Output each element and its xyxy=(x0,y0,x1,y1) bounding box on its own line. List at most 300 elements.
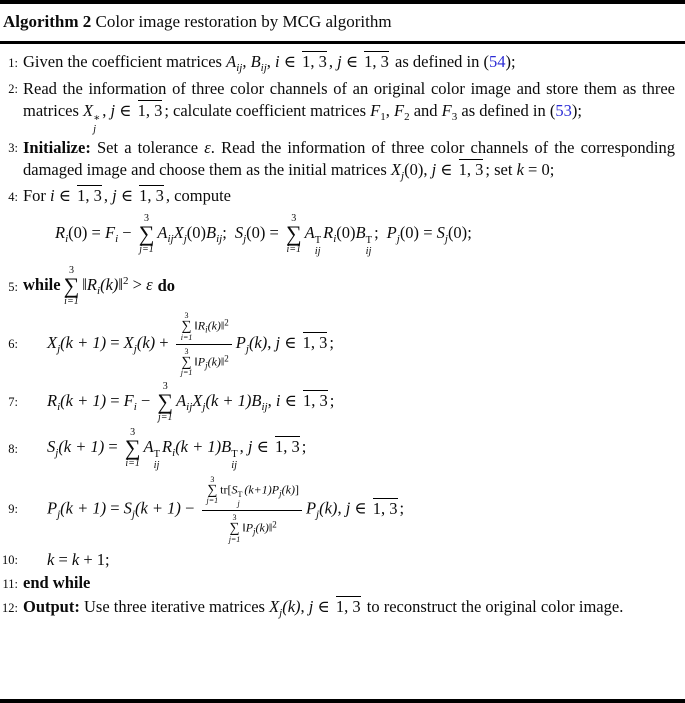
algo-line-12 xyxy=(0,596,679,621)
element-of-symbol: ∈ xyxy=(283,52,296,72)
sigma-symbol: ∑ xyxy=(63,273,80,299)
var-j: j xyxy=(112,186,117,206)
overline-1-3: 1, 3 xyxy=(364,52,389,72)
sub-j: j xyxy=(279,488,282,499)
sum-j1-3 xyxy=(139,214,155,255)
text: = 0; xyxy=(523,159,555,179)
sigma-symbol: ∑ xyxy=(181,319,192,335)
equation-update-S xyxy=(23,428,306,471)
element-of-symbol: ∈ xyxy=(119,100,132,120)
line-number-11: 11: xyxy=(2,576,18,591)
epsilon-symbol: ε xyxy=(204,137,211,157)
algo-line-9 xyxy=(0,476,679,543)
overline-1-3: 1, 3 xyxy=(139,186,164,206)
sum-i1-3 xyxy=(64,266,80,307)
keyword-end-while: end while xyxy=(23,573,91,593)
paren-k: (k) xyxy=(100,275,119,295)
bottom-rule xyxy=(0,699,685,703)
line-number-5: 5: xyxy=(8,279,18,294)
sum-upper: 3 xyxy=(162,380,168,392)
sum-lower: j=1 xyxy=(206,496,219,506)
transpose-T: T xyxy=(153,449,161,461)
epsilon-symbol: ε xyxy=(146,275,153,295)
sum-lower: j=1 xyxy=(139,244,154,256)
var-k: k xyxy=(516,159,524,179)
trace-operator: tr[ xyxy=(220,482,232,497)
sum-lower: j=1 xyxy=(228,534,241,544)
overline-1-3: 1, 3 xyxy=(302,391,328,411)
text: ; calculate coefficient matrices xyxy=(164,100,371,120)
line-10-body xyxy=(23,549,679,571)
line-number-12: 12: xyxy=(2,600,18,615)
line-number-6: 6: xyxy=(8,337,18,352)
var-i: i xyxy=(275,391,281,411)
transpose-T: T xyxy=(314,235,322,247)
semicolon: ; xyxy=(301,437,307,457)
sub-ij: ij xyxy=(167,233,174,246)
var-P: P xyxy=(47,498,58,518)
norm-bar: ‖ xyxy=(82,275,87,295)
sub-ij: ij xyxy=(261,401,268,414)
line-3-body xyxy=(23,137,679,184)
var-P: P xyxy=(245,520,254,535)
keyword-output: Output: xyxy=(23,597,80,617)
sub-j: j xyxy=(133,343,137,356)
squared: 2 xyxy=(224,353,229,364)
algo-line-7 xyxy=(0,382,679,423)
squared: 2 xyxy=(224,317,229,328)
paren-k-plus-1: (k + 1) xyxy=(58,437,105,457)
var-j: j xyxy=(431,159,437,179)
sum-lower: j=1 xyxy=(180,367,193,377)
var-B: B xyxy=(221,437,232,457)
sub-j: j xyxy=(131,508,135,521)
element-of-symbol: ∈ xyxy=(256,437,269,457)
text: , compute xyxy=(165,186,231,206)
sigma-symbol: ∑ xyxy=(138,221,155,247)
text: Use three iterative matrices xyxy=(79,597,270,617)
transpose-T: T xyxy=(237,490,243,500)
minus: − xyxy=(136,391,155,411)
sub-2: 2 xyxy=(404,110,410,123)
sub-j: j xyxy=(396,233,400,246)
equation-update-R xyxy=(23,382,334,423)
var-R: R xyxy=(162,437,173,457)
sup-T-sub-ij xyxy=(366,235,372,257)
text: , xyxy=(423,159,432,179)
algo-line-11 xyxy=(0,572,679,594)
overline-1-3: 1, 3 xyxy=(458,159,484,179)
var-script-X: X xyxy=(123,333,134,353)
sub-j: j xyxy=(444,233,448,246)
sigma-symbol: ∑ xyxy=(157,388,174,414)
sub-i: i xyxy=(333,233,337,246)
sub-ij: ij xyxy=(314,246,321,258)
text: Set a tolerance xyxy=(90,137,205,157)
greater-than: > xyxy=(128,275,147,295)
line-5-body xyxy=(23,266,679,307)
sub-j: j xyxy=(202,401,206,414)
algorithm-label: Algorithm 2 xyxy=(3,12,92,31)
sup-T-sub-ij xyxy=(154,449,160,471)
sum-upper: 3 xyxy=(144,213,150,225)
var-R: R xyxy=(197,318,206,333)
var-R: R xyxy=(86,275,98,295)
equals: = xyxy=(87,223,105,243)
equals: = xyxy=(104,437,122,457)
sum-lower: i=1 xyxy=(286,244,302,256)
sub-ij: ij xyxy=(231,460,238,472)
text: ; set xyxy=(485,159,517,179)
algo-line-3 xyxy=(0,137,679,184)
element-of-symbol: ∈ xyxy=(354,498,367,518)
paren-k: (k) xyxy=(248,333,268,353)
var-F: F xyxy=(104,223,116,243)
fraction-denominator xyxy=(176,344,232,377)
var-j: j xyxy=(247,437,253,457)
sub-i: i xyxy=(97,285,101,298)
var-A: A xyxy=(304,223,315,243)
sum-i1-3 xyxy=(125,428,141,469)
text: , xyxy=(242,52,251,72)
var-F: F xyxy=(370,100,381,120)
var-k: k xyxy=(71,549,80,569)
text: For xyxy=(23,186,51,206)
algo-line-2 xyxy=(0,78,679,135)
var-A: A xyxy=(157,223,168,243)
overline-1-3: 1, 3 xyxy=(302,52,327,72)
sub-j: j xyxy=(57,508,61,521)
var-j: j xyxy=(345,498,351,518)
paren-k: (k) xyxy=(207,354,221,369)
fraction-numerator xyxy=(202,476,302,510)
keyword-initialize: Initialize: xyxy=(23,137,91,157)
line-8-body xyxy=(23,428,679,471)
squared: 2 xyxy=(123,275,129,288)
citation-53[interactable]: 53 xyxy=(555,100,572,120)
sum-upper: 3 xyxy=(291,213,297,225)
sum-j1-3 xyxy=(229,514,241,543)
sub-ij: ij xyxy=(186,401,193,414)
sub-j: j xyxy=(93,123,97,135)
sub-i: i xyxy=(115,233,119,246)
var-P: P xyxy=(235,333,246,353)
text: Given the coefficient matrices xyxy=(23,52,227,72)
sum-i1-3 xyxy=(181,312,193,341)
sub-j: j xyxy=(57,343,61,356)
line-4-body xyxy=(23,185,679,261)
paren-k-plus-1: (k + 1) xyxy=(175,437,222,457)
var-S: S xyxy=(234,223,244,243)
semicolon: ; xyxy=(467,223,472,243)
norm-bar: ‖ xyxy=(220,318,225,333)
transpose-T: T xyxy=(365,235,373,247)
sub-ij: ij xyxy=(236,62,243,75)
sub-i: i xyxy=(65,233,69,246)
keyword-do: do xyxy=(157,275,176,295)
sum-upper: 3 xyxy=(210,475,215,485)
paren-0: (0) xyxy=(447,223,468,243)
citation-54[interactable]: 54 xyxy=(488,52,506,72)
sum-lower: i=1 xyxy=(125,457,140,469)
var-A: A xyxy=(143,437,154,457)
sigma-symbol: ∑ xyxy=(285,221,302,247)
var-j: j xyxy=(110,100,116,120)
var-S: S xyxy=(47,437,56,457)
fraction-denominator xyxy=(202,510,302,543)
line-6-body xyxy=(23,312,679,377)
var-script-X: X xyxy=(269,597,280,617)
sup-T-sub-ij xyxy=(315,235,321,257)
minus: − xyxy=(118,223,136,243)
overline-1-3: 1, 3 xyxy=(274,437,300,457)
var-k: k xyxy=(47,549,55,569)
text: , xyxy=(328,52,338,72)
sum-lower: j=1 xyxy=(157,411,173,423)
line-number-7: 7: xyxy=(8,395,18,410)
var-A: A xyxy=(226,52,237,72)
var-F: F xyxy=(441,100,452,120)
sum-j1-3 xyxy=(207,476,219,505)
line-12-body xyxy=(23,596,679,621)
element-of-symbol: ∈ xyxy=(284,391,297,411)
equals: = xyxy=(419,223,437,243)
equals: = xyxy=(54,549,72,569)
sub-ij: ij xyxy=(260,62,267,75)
equation-update-X xyxy=(23,312,334,377)
semicolon: ; xyxy=(329,391,335,411)
var-B: B xyxy=(251,391,262,411)
minus: − xyxy=(180,498,199,518)
sigma-symbol: ∑ xyxy=(124,434,141,460)
paren-k: (k) xyxy=(281,482,295,497)
text: . Read the information of three color channels of the corresponding damaged image and choose them as the initial matrices xyxy=(23,137,675,179)
sub-ij: ij xyxy=(153,460,160,472)
algo-line-10 xyxy=(0,549,679,571)
sum-j1-3 xyxy=(157,382,173,423)
sub-j: j xyxy=(279,607,283,620)
text: , xyxy=(239,437,248,457)
line-7-body xyxy=(23,382,679,423)
sub-i: i xyxy=(172,447,176,460)
paren-0: (0) xyxy=(186,223,206,243)
norm-bar: ‖ xyxy=(118,275,124,295)
sum-i1-3 xyxy=(286,214,302,255)
equation-initial-residual xyxy=(55,214,675,257)
sub-1: 1 xyxy=(380,110,386,123)
var-R: R xyxy=(47,391,58,411)
var-F: F xyxy=(123,391,134,411)
text: ); xyxy=(571,100,582,120)
sub-3: 3 xyxy=(451,110,458,123)
var-R: R xyxy=(323,223,334,243)
norm-bar: ‖ xyxy=(268,520,273,535)
algorithm-title: Color image restoration by MCG algorithm xyxy=(91,12,392,31)
algo-line-8 xyxy=(0,428,679,471)
sub-j: j xyxy=(316,508,320,521)
text: to reconstruct the original color image. xyxy=(362,597,624,617)
overline-1-3: 1, 3 xyxy=(137,100,163,120)
sub-j: j xyxy=(183,233,187,246)
sum-j1-3 xyxy=(181,348,193,377)
sub-i: i xyxy=(133,401,137,414)
line-number-4: 4: xyxy=(8,189,18,204)
var-i: i xyxy=(275,52,280,72)
paren-0: (0) xyxy=(246,223,266,243)
sub-ij: ij xyxy=(365,246,372,258)
sub-j: j xyxy=(237,498,240,508)
semicolon: ; xyxy=(329,333,334,353)
semicolon: ; xyxy=(222,223,227,243)
sup-T-sub-ij xyxy=(231,449,237,471)
element-of-symbol: ∈ xyxy=(317,597,330,617)
equation-increment-k xyxy=(23,549,110,571)
var-j: j xyxy=(337,52,342,72)
paren-k: (k) xyxy=(136,333,156,353)
plus: + xyxy=(155,333,173,353)
sum-lower: i=1 xyxy=(180,332,193,342)
equals: = xyxy=(265,223,283,243)
element-of-symbol: ∈ xyxy=(58,186,71,206)
line-1-body xyxy=(23,51,679,76)
sigma-symbol: ∑ xyxy=(181,354,192,370)
line-number-9: 9: xyxy=(8,502,18,517)
sub-j: j xyxy=(55,447,59,460)
paren-0: (0) xyxy=(336,223,356,243)
element-of-symbol: ∈ xyxy=(440,159,453,179)
paren-k: (k) xyxy=(282,597,301,617)
var-P: P xyxy=(197,354,206,369)
var-i: i xyxy=(50,186,55,206)
line-number-2: 2: xyxy=(8,82,18,97)
line-number-3: 3: xyxy=(8,141,18,156)
algo-line-4 xyxy=(0,185,679,261)
sub-j: j xyxy=(401,169,405,182)
paren-0: (0) xyxy=(404,159,424,179)
paren-k-plus-1: (k + 1) xyxy=(205,391,252,411)
text: , xyxy=(102,100,111,120)
var-B: B xyxy=(355,223,366,243)
var-script-X: X xyxy=(390,159,402,179)
var-P: P xyxy=(271,482,280,497)
sub-ij: ij xyxy=(216,233,223,246)
var-script-X: X xyxy=(173,223,184,243)
equals: = xyxy=(106,333,124,353)
sub-i: i xyxy=(205,324,208,335)
algorithm-body xyxy=(0,44,685,631)
norm-bar: ‖ xyxy=(220,354,225,369)
sigma-symbol: ∑ xyxy=(207,483,218,499)
star-superscript: ∗ xyxy=(93,112,101,124)
text: ); xyxy=(505,52,516,72)
sub-j: j xyxy=(245,343,249,356)
text: Read the information of three color channels of an original color image and store them as three matrices xyxy=(23,78,675,120)
squared: 2 xyxy=(272,519,277,530)
paren-k-plus-1: (k + 1) xyxy=(60,333,107,353)
overline-1-3: 1, 3 xyxy=(77,186,102,206)
text: , xyxy=(267,333,276,353)
text: as defined in ( xyxy=(457,100,556,120)
norm-bar: ‖ xyxy=(194,354,198,369)
paren-k-plus-1: (k + 1) xyxy=(60,391,107,411)
line-2-body xyxy=(23,78,679,135)
paren-k: (k) xyxy=(319,498,338,518)
algo-line-1 xyxy=(0,51,679,76)
norm-bar: ‖ xyxy=(194,318,198,333)
step-size-fraction xyxy=(176,312,232,377)
var-S: S xyxy=(231,482,238,497)
var-R: R xyxy=(55,223,66,243)
paren-k: (k) xyxy=(255,520,269,535)
sub-j: j xyxy=(253,526,256,537)
sum-upper: 3 xyxy=(232,513,237,523)
sub-j: j xyxy=(243,233,247,246)
sum-upper: 3 xyxy=(184,346,189,356)
text: as defined in ( xyxy=(390,52,489,72)
algorithm-header xyxy=(0,4,685,41)
line-number-10: 10: xyxy=(2,553,18,568)
paren-0: (0) xyxy=(68,223,88,243)
sup-star-sub-j xyxy=(93,113,100,135)
semicolon: ; xyxy=(374,223,379,243)
text: , xyxy=(385,100,394,120)
conjugate-coefficient-fraction xyxy=(202,476,302,543)
algo-line-5 xyxy=(0,266,679,307)
var-F: F xyxy=(394,100,405,120)
paren-k-plus-1: (k + 1) xyxy=(134,498,181,518)
overline-1-3: 1, 3 xyxy=(372,498,398,518)
keyword-while: while xyxy=(23,275,61,295)
sum-upper: 3 xyxy=(68,265,74,277)
equals: = xyxy=(106,391,124,411)
sigma-symbol: ∑ xyxy=(229,521,240,537)
transpose-T: T xyxy=(231,449,238,461)
var-B: B xyxy=(250,52,261,72)
var-S: S xyxy=(436,223,445,243)
var-script-X: X xyxy=(47,333,58,353)
sup-T-sub-j xyxy=(237,491,242,508)
var-j: j xyxy=(275,333,281,353)
equation-update-P xyxy=(23,476,404,543)
norm-bar: ‖ xyxy=(242,520,246,535)
var-S: S xyxy=(123,498,132,518)
semicolon: ; xyxy=(399,498,405,518)
paren-0: (0) xyxy=(399,223,420,243)
var-X: X xyxy=(192,391,203,411)
paren-k-plus-1: (k+1) xyxy=(244,482,272,497)
line-9-body xyxy=(23,476,679,543)
text: , xyxy=(266,52,276,72)
line-number-8: 8: xyxy=(8,442,18,457)
var-P: P xyxy=(386,223,397,243)
sum-upper: 3 xyxy=(184,311,189,321)
paren-k: (k) xyxy=(207,318,221,333)
sub-j: j xyxy=(205,360,208,371)
text: , xyxy=(300,597,309,617)
text: + 1; xyxy=(79,549,110,569)
fraction-numerator xyxy=(176,312,232,343)
overline-1-3: 1, 3 xyxy=(335,597,361,617)
var-j: j xyxy=(308,597,314,617)
paren-k-plus-1: (k + 1) xyxy=(60,498,107,518)
algo-line-6 xyxy=(0,312,679,377)
var-script-X: X xyxy=(83,100,94,120)
line-4-text xyxy=(23,185,675,207)
line-11-body xyxy=(23,572,679,594)
text: and xyxy=(409,100,442,120)
text: , xyxy=(337,498,346,518)
sum-upper: 3 xyxy=(130,426,136,438)
